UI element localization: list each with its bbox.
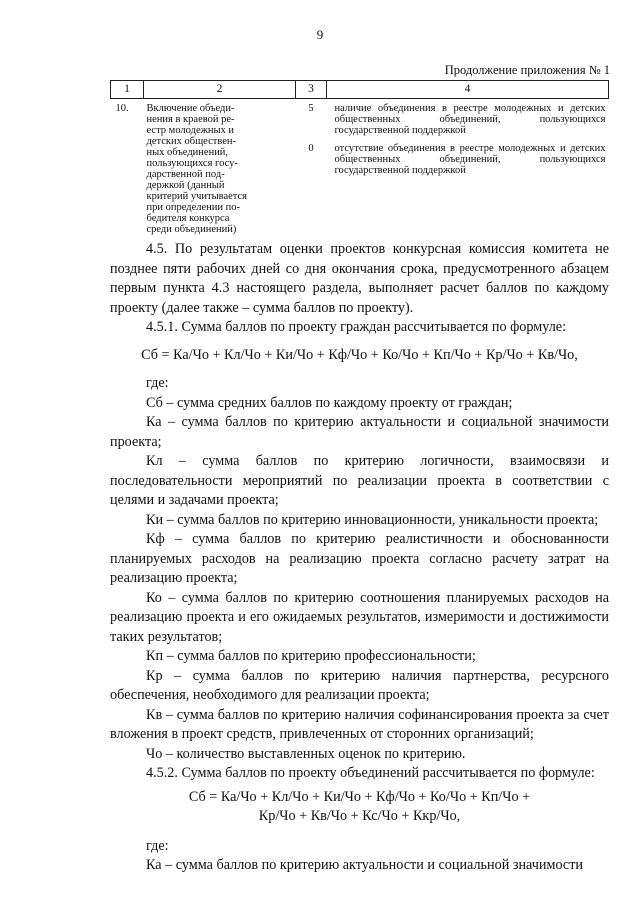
score-0-description: отсутствие объединения в реестре молодежных и детских общественных объединений, пользующихся государственной поддержкой: [334, 143, 606, 177]
score-5: 5: [308, 103, 314, 114]
formula-associations-line-2: Кр/Чо + Кв/Чо + Кс/Чо + Ккр/Чо,: [258, 808, 461, 824]
score-cell: [296, 99, 327, 237]
row-number: 10.: [115, 103, 129, 114]
definition-item: Сб – сумма средних баллов по каждому проекту от граждан;: [146, 394, 513, 411]
score-descriptions: [327, 99, 609, 237]
page-number: 9: [316, 27, 324, 42]
header-col-4: 4: [327, 81, 609, 99]
definition-item: Ко – сумма баллов по критерию соотношения планируемых расходов на реализацию проекта и его ожидаемых результатов, измеримости и достижимости таких результатов;: [110, 589, 609, 645]
definition-item: Кп – сумма баллов по критерию профессиональности;: [146, 648, 476, 664]
header-col-1: 1: [111, 81, 144, 99]
definition-item: Кр – сумма баллов по критерию наличия партнерства, ресурсного обеспечения, необходимого для реализации проекта;: [110, 667, 609, 703]
where-label: где:: [146, 375, 169, 391]
formula-citizens: Сб = Ка/Чо + Кл/Чо + Ки/Чо + Кф/Чо + Ко/Чо + Кп/Чо + Кр/Чо + Кв/Чо,: [141, 346, 578, 363]
score-0: 0: [308, 143, 314, 155]
formula-associations-line-1: Сб = Ка/Чо + Кл/Чо + Ки/Чо + Кф/Чо + Ко/Чо + Кп/Чо +: [188, 788, 531, 805]
paragraph-4-5: 4.5. По результатам оценки проектов конкурсная комиссия комитета не позднее пяти рабочих дней со дня окончания срока, предусмотренного абзацем первым пункта 4.3 настоящего раздела, выполняет расчет баллов по каждому проекту (далее также – сумма баллов по проекту).: [110, 241, 609, 316]
document-body: [110, 240, 609, 876]
definition-item: Кв – сумма баллов по критерию наличия софинансирования проекта за счет вложения в проект средств, привлеченных от сторонних организаций;: [110, 706, 609, 742]
formula-associations: [110, 788, 609, 827]
header-col-3: 3: [296, 81, 327, 99]
definition-item: Чо – количество выставленных оценок по критерию.: [146, 745, 466, 762]
definition-item: Кл – сумма баллов по критерию логичности, взаимосвязи и последовательности мероприятий по реализации проекта в соответствии с целями и задачами проекта;: [110, 453, 609, 508]
table-row: [111, 99, 609, 237]
criteria-table: [110, 80, 609, 236]
where-label: где:: [146, 837, 169, 854]
table-header-row: [111, 81, 609, 99]
score-5-description: наличие объединения в реестре молодежных и детских общественных объединений, пользующихся государственной поддержкой: [334, 103, 606, 137]
definition-item: Ка – сумма баллов по критерию актуальности и социальной значимости: [146, 857, 584, 873]
paragraph-4-5-1: 4.5.1. Сумма баллов по проекту граждан рассчитывается по формуле:: [146, 319, 567, 335]
definition-item: Кф – сумма баллов по критерию реалистичности и обоснованности планируемых расходов на реализацию проекта согласно расчету затрат на реализацию проекта;: [110, 531, 609, 586]
criterion-text: Включение объеди- нения в краевой ре- естр молодежных и детских обществен- ных объединений, пользующихся госу- дарственной под- держкой (данный критерий учитывается при определении по- бедителя конкурса среди объединений): [146, 103, 247, 236]
paragraph-4-5-2: 4.5.2. Сумма баллов по проекту объединений рассчитывается по формуле:: [146, 765, 595, 781]
definition-item: Ка – сумма баллов по критерию актуальности и социальной значимости проекта;: [110, 414, 609, 450]
appendix-continuation: Продолжение приложения № 1: [444, 63, 610, 77]
definition-item: Ки – сумма баллов по критерию инновационности, уникальности проекта;: [146, 511, 599, 528]
header-col-2: 2: [144, 81, 296, 99]
